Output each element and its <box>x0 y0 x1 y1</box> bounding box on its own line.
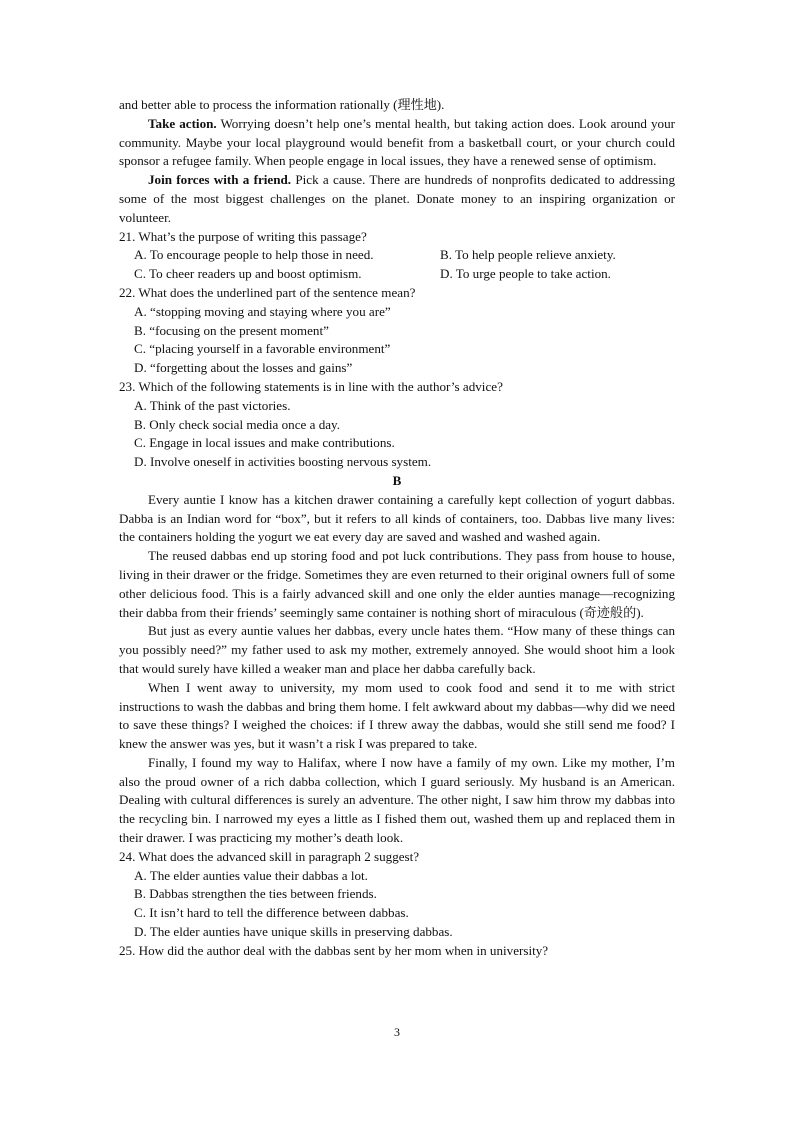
option-b: B. Dabbas strengthen the ties between friends. <box>134 886 377 902</box>
option-d: D. To urge people to take action. <box>440 266 611 282</box>
passage-a-paragraph-join-forces <box>119 171 675 227</box>
question-25-stem: 25. How did the author deal with the dabbas sent by her mom when in university? <box>119 942 549 958</box>
document-page <box>119 96 675 961</box>
question-21-stem: 21. What’s the purpose of writing this passage? <box>119 228 367 244</box>
section-b-heading: B <box>392 472 402 488</box>
passage-a-continuation: and better able to process the information rationally (理性地). <box>119 97 445 112</box>
passage-b-paragraph-3: But just as every auntie values her dabbas, every uncle hates them. “How many of these things can you possibly need?” my father used to ask my mother, extremely annoyed. She would shoot him a look that would surely have killed a weaker man and place her dabba carefully back. <box>119 623 675 676</box>
option-c: C. “placing yourself in a favorable environment” <box>134 341 391 357</box>
passage-b-paragraph-2: The reused dabbas end up storing food and pot luck contributions. They pass from house to house, living in their drawer or the fridge. Sometimes they are even returned to their original owners full of some other delicious food. This is a fairly advanced skill and one only the elder aunties manage—recognizing their dabba from their friends’ seemingly same container is nothing short of miraculous (奇迹般的). <box>119 548 675 620</box>
page-number: 3 <box>394 1025 400 1039</box>
option-c: C. It isn’t hard to tell the difference between dabbas. <box>134 905 409 921</box>
passage-b-paragraph-5: Finally, I found my way to Halifax, where I now have a family of my own. Like my mother, I’m also the proud owner of a rich dabba collection, which I guard seriously. My husband is an American. Dealing with cultural differences is surely an adventure. The other night, I saw him throw my dabbas into the recycling bin. I narrowed my eyes a little as I fished them out, washed them up and replaced them in their drawer. I was practicing my mother’s death look. <box>119 754 675 846</box>
option-b: B. To help people relieve anxiety. <box>440 247 616 263</box>
option-a: A. Think of the past victories. <box>134 397 291 413</box>
tip-heading: Join forces with a friend. <box>148 172 292 188</box>
tip-text: Pick a cause. There are hundreds of nonprofits dedicated to addressing some of the most biggest challenges on the planet. Donate money to an inspiring organization or volunteer. <box>119 172 675 225</box>
option-d: D. The elder aunties have unique skills in preserving dabbas. <box>134 924 453 940</box>
option-c: C. Engage in local issues and make contributions. <box>134 435 395 451</box>
tip-text: Worrying doesn’t help one’s mental health, but taking action does. Look around your community. Maybe your local playground would benefit from a basketball court, or your church could sponsor a refugee family. When people engage in local issues, they have a renewed sense of optimism. <box>119 115 676 169</box>
question-23-stem: 23. Which of the following statements is in line with the author’s advice? <box>119 378 503 394</box>
option-d: D. “forgetting about the losses and gains” <box>134 360 353 376</box>
option-a: A. “stopping moving and staying where you are” <box>134 303 391 319</box>
question-21-options-row-2 <box>119 265 675 284</box>
passage-b-paragraph-4: When I went away to university, my mom used to cook food and send it to me with strict instructions to wash the dabbas and bring them home. I felt awkward about my dabbas—why did we need to save these things? I weighed the choices: if I threw away the dabbas, would she still send me food? I knew the answer was yes, but it wasn’t a risk I was prepared to take. <box>119 679 675 752</box>
question-21-options-row-1 <box>119 246 675 265</box>
passage-a-paragraph-take-action <box>119 115 675 171</box>
option-c: C. To cheer readers up and boost optimism. <box>134 266 362 282</box>
option-a: A. To encourage people to help those in need. <box>134 247 374 263</box>
option-a: A. The elder aunties value their dabbas a lot. <box>134 867 368 883</box>
option-d: D. Involve oneself in activities boosting nervous system. <box>134 454 432 470</box>
question-22-stem: 22. What does the underlined part of the sentence mean? <box>119 284 416 300</box>
passage-b-paragraph-1: Every auntie I know has a kitchen drawer containing a carefully kept collection of yogurt dabbas. Dabba is an Indian word for “box”, but it refers to all kinds of containers, too. Dabbas live many lives: the containers holding the yogurt we eat every day are saved and washed and washed again. <box>119 491 675 545</box>
option-b: B. “focusing on the present moment” <box>134 322 329 338</box>
tip-heading: Take action. <box>148 115 217 131</box>
question-24-stem: 24. What does the advanced skill in paragraph 2 suggest? <box>119 848 420 864</box>
option-b: B. Only check social media once a day. <box>134 416 341 432</box>
